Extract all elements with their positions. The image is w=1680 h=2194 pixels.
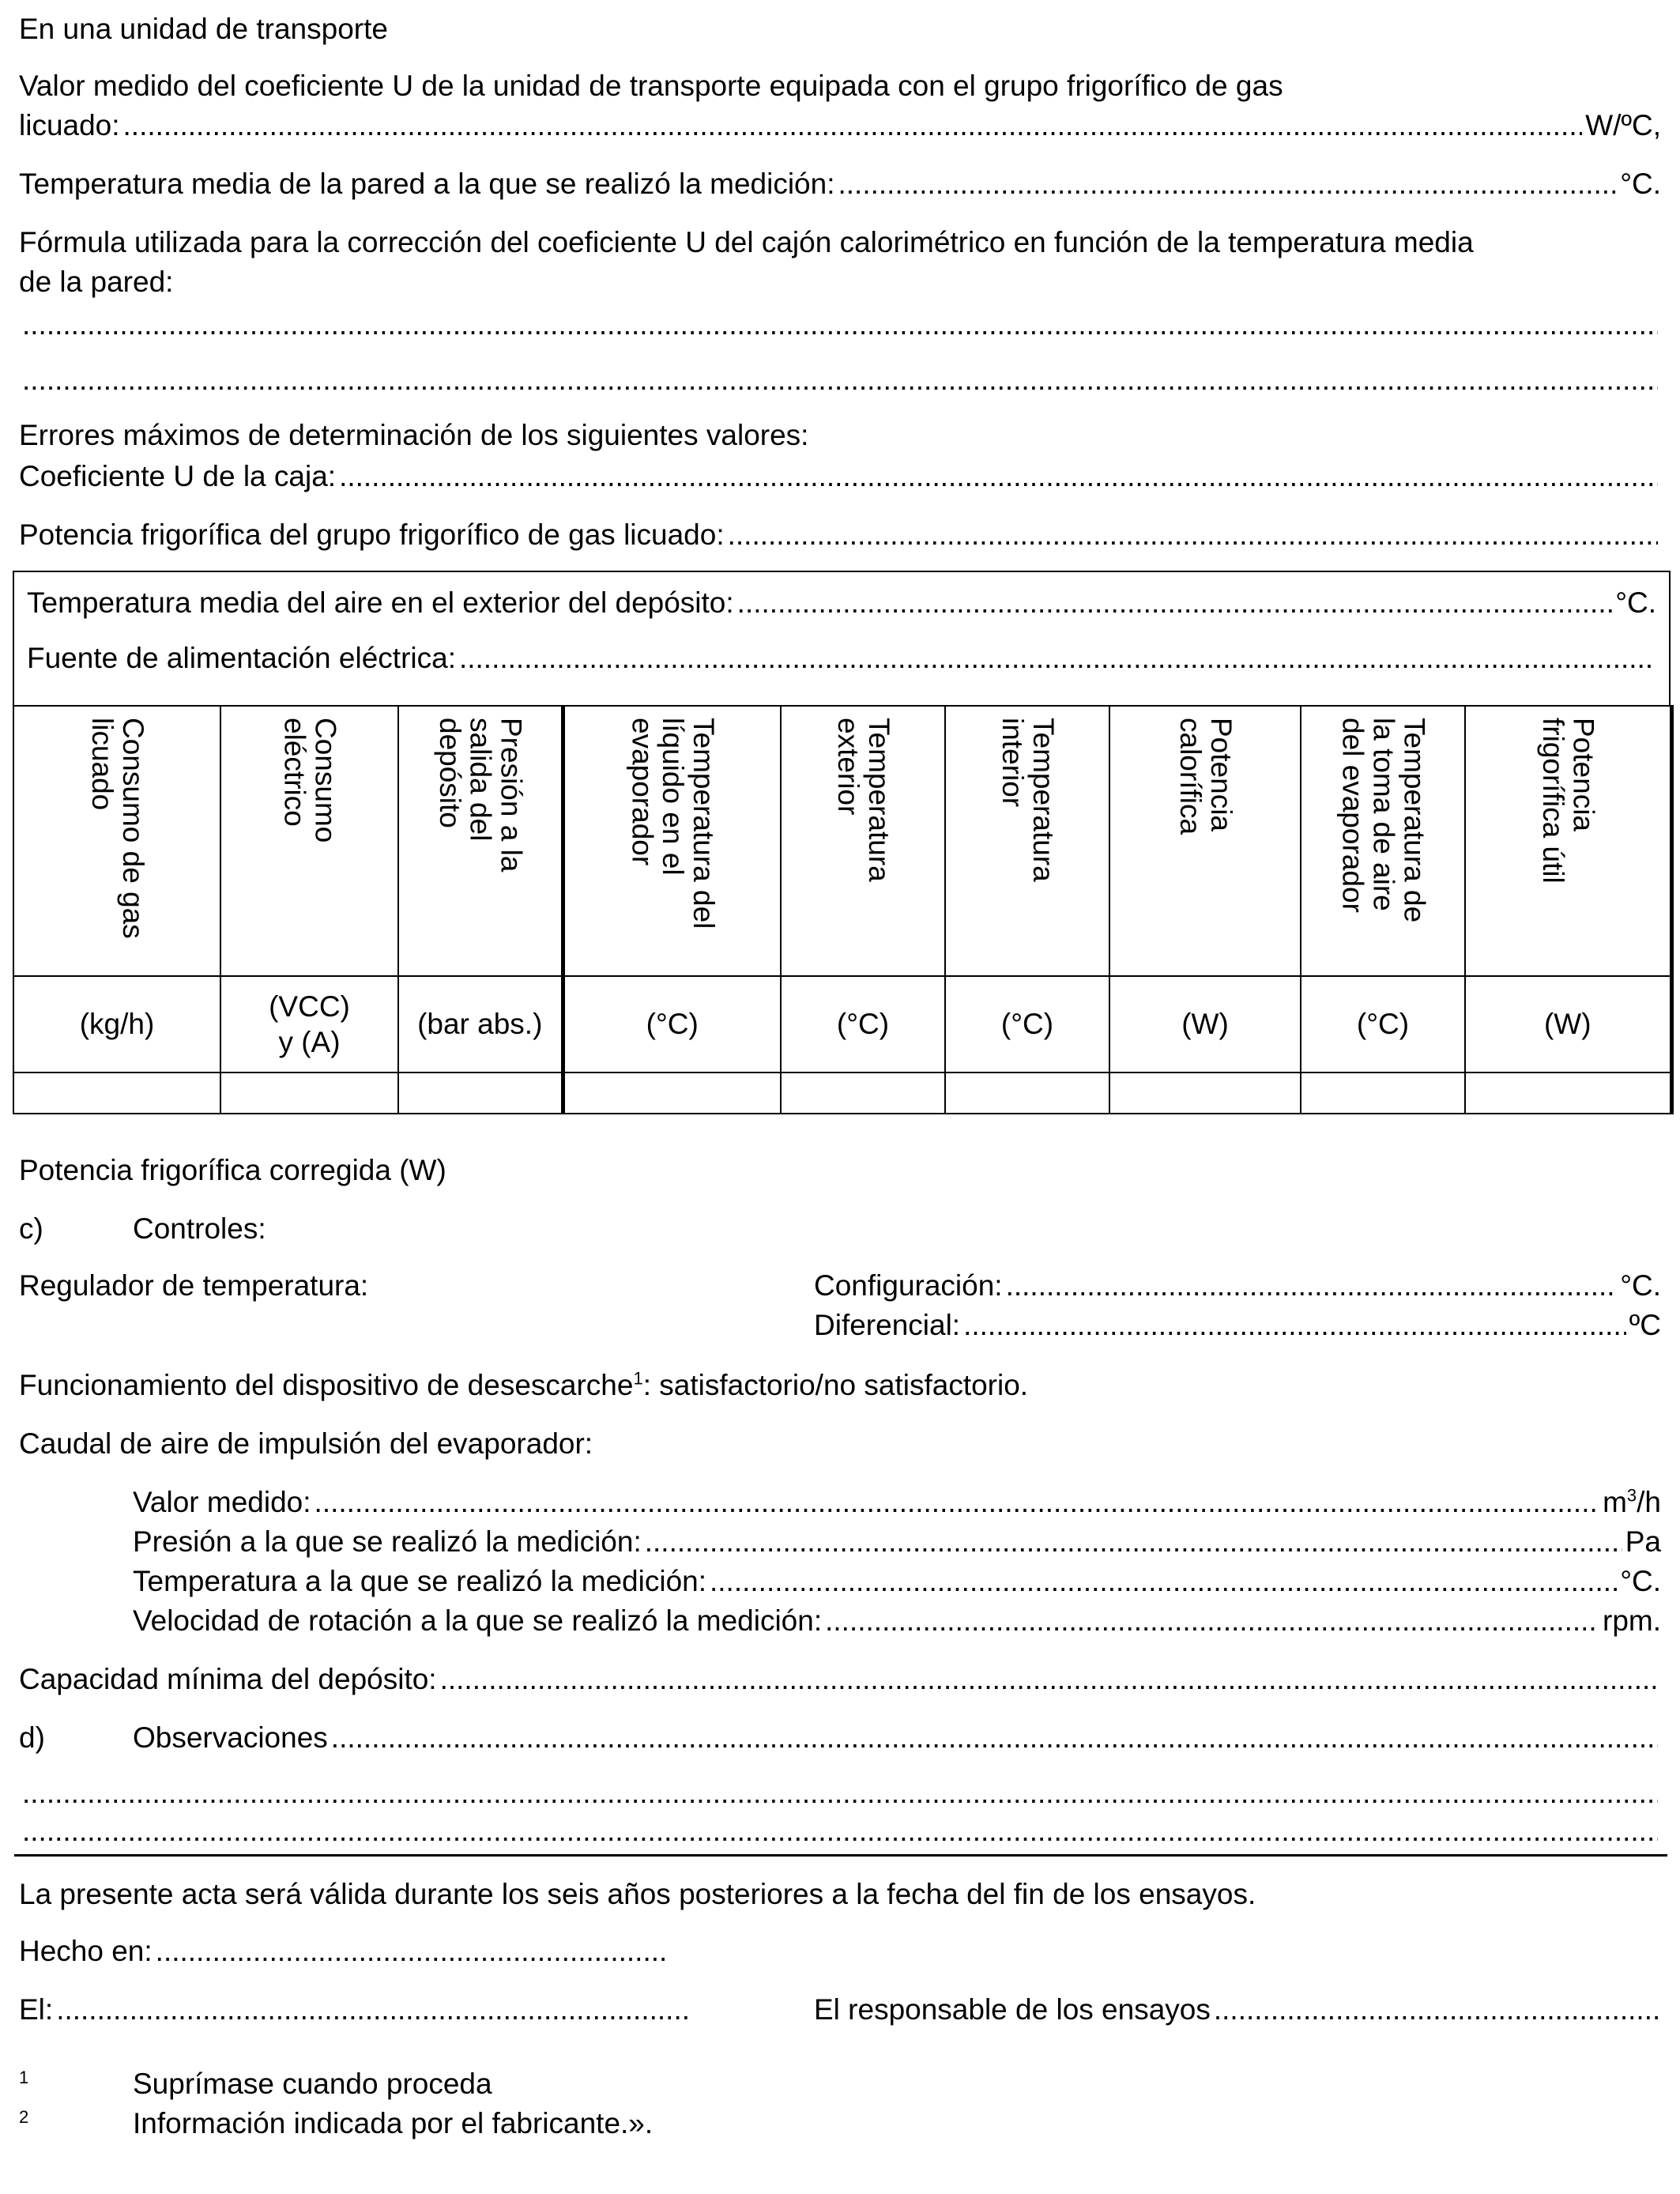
unit-cell: (°C) xyxy=(563,976,781,1072)
table-header-row xyxy=(13,706,1671,976)
wall-temp-line xyxy=(19,166,1661,202)
header-cell xyxy=(13,706,220,976)
speed-unit: rpm. xyxy=(1603,1604,1661,1637)
temp-line xyxy=(133,1563,1661,1599)
pressure-unit: Pa xyxy=(1625,1525,1661,1558)
u-measured-unit: W/ºC, xyxy=(1585,109,1661,141)
unit-cell: (°C) xyxy=(781,976,945,1072)
header-cell xyxy=(563,706,781,976)
header-cell xyxy=(1465,706,1671,976)
min-capacity-label: Capacidad mínima del depósito: xyxy=(19,1663,437,1695)
header-cell xyxy=(1109,706,1301,976)
footnote-1-number: 1 xyxy=(19,2067,29,2087)
footnote-2 xyxy=(19,2105,653,2141)
measurements-table xyxy=(13,705,1674,1114)
footnote-2-number: 2 xyxy=(19,2106,29,2127)
min-capacity-line xyxy=(19,1661,1661,1697)
pressure-label: Presión a la que se realizó la medición: xyxy=(133,1525,642,1558)
unit-cell: (bar abs.) xyxy=(398,976,563,1072)
box-u-line xyxy=(19,458,1661,494)
responsible-field[interactable] xyxy=(1214,1992,1658,2027)
temp-unit: °C. xyxy=(1620,1565,1661,1597)
u-measured-line2 xyxy=(19,107,1661,143)
header-cell xyxy=(1301,706,1465,976)
airflow-label: Caudal de aire de impulsión del evaporador: xyxy=(19,1427,593,1460)
differential-label: Diferencial: xyxy=(814,1309,961,1341)
measured-value-label: Valor medido: xyxy=(133,1486,311,1518)
remarks-dots-2 xyxy=(22,1775,1658,1811)
air-temp-label: Temperatura media del aire en el exterior del depósito: xyxy=(27,586,734,619)
corrected-power-label: Potencia frigorífica corregida (W) xyxy=(19,1154,446,1186)
header-evaporator-air-inlet-temp: Temperatura de la toma de aire del evaporador xyxy=(1336,718,1431,923)
entry-cell[interactable] xyxy=(781,1072,945,1114)
remarks-field[interactable] xyxy=(331,1720,1658,1755)
defrost-label: Funcionamiento del dispositivo de desescarche xyxy=(19,1369,634,1401)
remarks-line xyxy=(133,1720,1661,1755)
cooling-power-field[interactable] xyxy=(728,517,1658,552)
defrost-line xyxy=(19,1367,1661,1403)
measured-value-unit-base: m xyxy=(1603,1486,1627,1518)
differential-line xyxy=(814,1307,1661,1343)
done-in-line xyxy=(19,1933,669,1969)
validity-statement: La presente acta será válida durante los seis años posteriores a la fecha del fin de los ensayos. xyxy=(19,1878,1256,1910)
formula-field-dots-2 xyxy=(22,362,1658,398)
entry-cell[interactable] xyxy=(1465,1072,1671,1114)
controls-label: Controles: xyxy=(133,1212,266,1245)
entry-cell[interactable] xyxy=(220,1072,398,1114)
controls-letter: c) xyxy=(19,1212,43,1245)
formula-line1: Fórmula utilizada para la corrección del coeficiente U del cajón calorimétrico en función de la temperatura media xyxy=(19,226,1474,258)
measured-value-unit-exp: 3 xyxy=(1626,1485,1637,1506)
header-electric-consumption: Consumo eléctrico xyxy=(278,718,342,843)
header-exterior-temp: Temperatura exterior xyxy=(832,718,895,882)
entry-cell[interactable] xyxy=(563,1072,781,1114)
header-cell xyxy=(945,706,1109,976)
measured-value-unit xyxy=(1603,1484,1661,1520)
wall-temp-unit: °C. xyxy=(1620,168,1661,200)
table-units-row xyxy=(13,976,1671,1072)
wall-temp-field[interactable] xyxy=(838,166,1617,202)
remarks-label: Observaciones xyxy=(133,1721,328,1754)
separator-line xyxy=(14,1854,1667,1857)
u-measured-line1: Valor medido del coeficiente U de la unidad de transporte equipada con el grupo frigorífico de gas xyxy=(19,70,1283,102)
unit-cell: (W) xyxy=(1465,976,1671,1072)
cooling-power-line xyxy=(19,517,1661,552)
header-cell xyxy=(220,706,398,976)
unit-cell: (kg/h) xyxy=(13,976,220,1072)
u-measured-label: licuado: xyxy=(19,109,120,141)
differential-unit: ºC xyxy=(1629,1309,1661,1341)
pressure-line xyxy=(133,1524,1661,1559)
header-cell xyxy=(398,706,563,976)
formula-field-2[interactable] xyxy=(19,362,1661,398)
config-unit: °C. xyxy=(1620,1269,1661,1302)
footnote-1-text: Suprímase cuando proceda xyxy=(133,2068,492,2100)
table-entry-row xyxy=(13,1072,1671,1114)
speed-label: Velocidad de rotación a la que se realizó la medición: xyxy=(133,1604,823,1637)
entry-cell[interactable] xyxy=(13,1072,220,1114)
power-supply-field[interactable] xyxy=(459,640,1653,676)
config-line xyxy=(814,1268,1661,1303)
unit-cell: (°C) xyxy=(945,976,1109,1072)
remarks-dots-3 xyxy=(22,1813,1658,1849)
responsible-line xyxy=(814,1992,1661,2027)
cooling-power-label: Potencia frigorífica del grupo frigorífico de gas licuado: xyxy=(19,518,725,551)
box-u-label: Coeficiente U de la caja: xyxy=(19,460,337,492)
done-in-field[interactable] xyxy=(156,1933,665,1969)
pressure-field[interactable] xyxy=(645,1524,1622,1559)
u-measured-field[interactable] xyxy=(123,107,1583,143)
power-supply-label: Fuente de alimentación eléctrica: xyxy=(27,642,456,674)
box-u-field[interactable] xyxy=(339,458,1658,494)
air-temp-field[interactable] xyxy=(737,585,1613,620)
config-field[interactable] xyxy=(1006,1268,1618,1303)
measured-value-unit-end: /h xyxy=(1637,1486,1661,1518)
formula-line2: de la pared: xyxy=(19,266,174,298)
unit-cell: (°C) xyxy=(1301,976,1465,1072)
header-cell xyxy=(781,706,945,976)
done-in-label: Hecho en: xyxy=(19,1935,153,1967)
header-heating-power: Potencia calorífica xyxy=(1174,718,1237,835)
formula-field-1[interactable] xyxy=(19,307,1661,342)
section-heading: En una unidad de transporte xyxy=(19,13,388,45)
config-label: Configuración: xyxy=(814,1269,1003,1302)
defrost-status[interactable]: : satisfactorio/no satisfactorio. xyxy=(642,1369,1029,1401)
header-tank-outlet-pressure: Presión a la salida del depósito xyxy=(433,718,528,873)
wall-temp-label: Temperatura media de la pared a la que se realizó la medición: xyxy=(19,168,835,200)
remarks-letter: d) xyxy=(19,1721,45,1754)
responsible-label: El responsable de los ensayos xyxy=(814,1993,1211,2026)
date-label: El: xyxy=(19,1993,54,2026)
speed-line xyxy=(133,1603,1661,1638)
date-field[interactable] xyxy=(56,1992,691,2027)
footnote-ref-1: 1 xyxy=(633,1368,643,1389)
date-line xyxy=(19,1992,694,2027)
remarks-field-2[interactable] xyxy=(19,1775,1661,1811)
differential-field[interactable] xyxy=(963,1307,1626,1343)
entry-cell[interactable] xyxy=(945,1072,1109,1114)
header-useful-cooling-power: Potencia frigorífica útil xyxy=(1536,718,1600,884)
measured-value-field[interactable] xyxy=(315,1484,1600,1520)
formula-field-dots-1 xyxy=(22,307,1658,342)
air-temp-unit: °C. xyxy=(1615,586,1656,619)
errors-label: Errores máximos de determinación de los siguientes valores: xyxy=(19,419,809,451)
air-temp-line xyxy=(27,585,1656,620)
remarks-field-3[interactable] xyxy=(19,1813,1661,1849)
regulator-label: Regulador de temperatura: xyxy=(19,1269,369,1302)
temp-field[interactable] xyxy=(710,1563,1617,1599)
footnote-1 xyxy=(19,2066,492,2102)
speed-field[interactable] xyxy=(825,1603,1599,1638)
unit-cell: (VCC) y (A) xyxy=(220,976,398,1072)
measured-value-line xyxy=(133,1484,1661,1520)
entry-cell[interactable] xyxy=(1301,1072,1465,1114)
header-evaporator-liquid-temp: Temperatura del líquido en el evaporador xyxy=(626,718,721,929)
power-supply-line xyxy=(27,640,1656,676)
header-gas-consumption: Consumo de gas licuado xyxy=(86,718,149,939)
header-interior-temp: Temperatura interior xyxy=(996,718,1060,882)
entry-cell[interactable] xyxy=(1109,1072,1301,1114)
footnote-2-text: Información indicada por el fabricante.». xyxy=(133,2107,654,2139)
unit-cell: (W) xyxy=(1109,976,1301,1072)
min-capacity-field[interactable] xyxy=(440,1661,1658,1697)
temp-label: Temperatura a la que se realizó la medición: xyxy=(133,1565,706,1597)
entry-cell[interactable] xyxy=(398,1072,563,1114)
